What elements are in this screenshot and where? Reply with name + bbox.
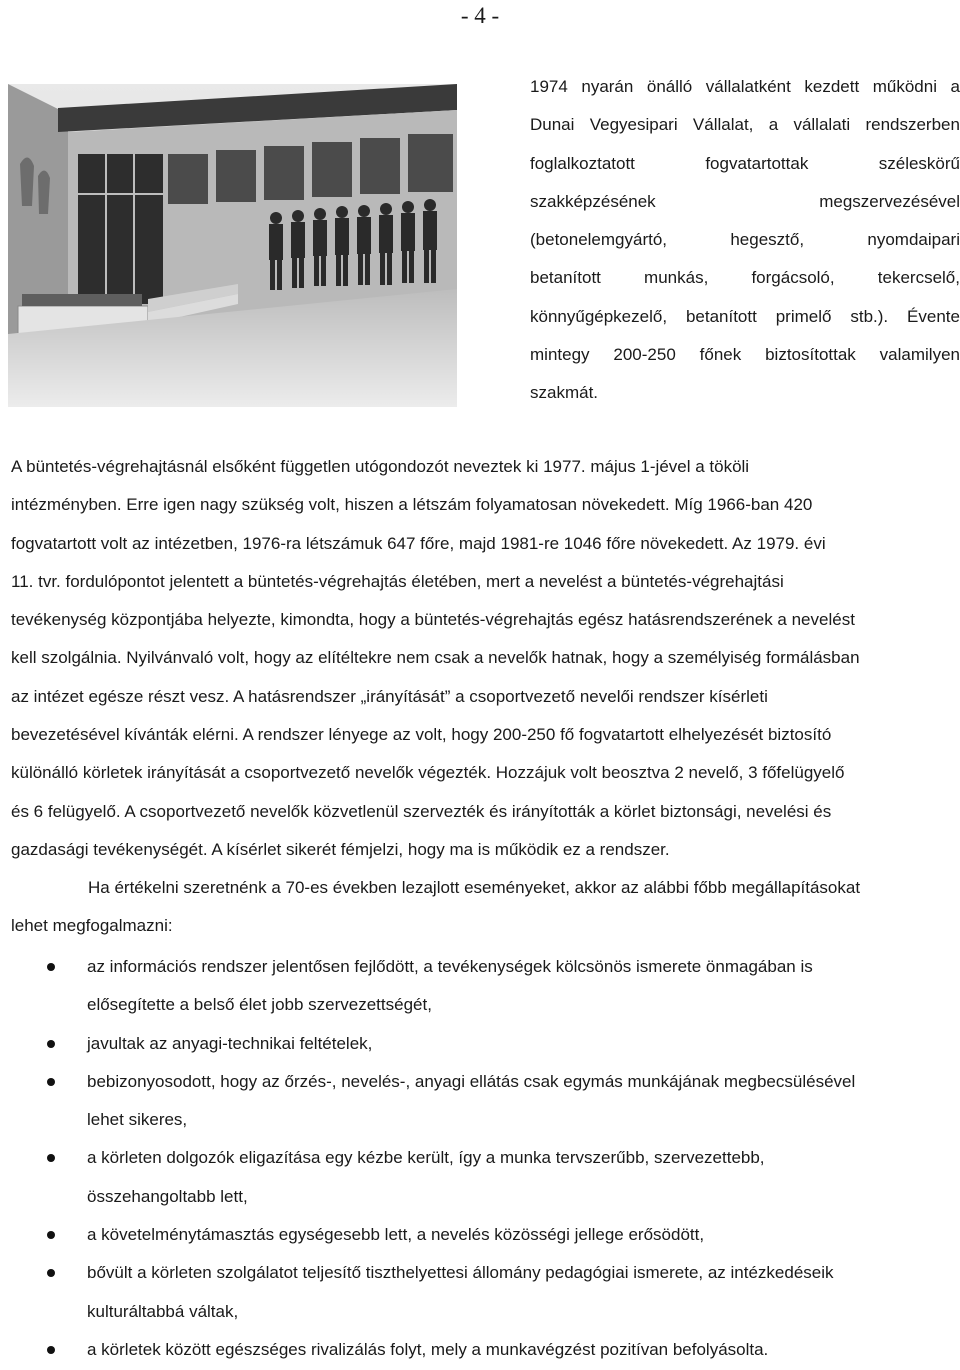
side-line — [530, 298, 960, 336]
intro-line: lehet megfogalmazni: — [11, 916, 173, 936]
side-line — [530, 259, 960, 297]
side-word: munkás, — [644, 268, 709, 288]
side-word: (betonelemgyártó, — [530, 230, 668, 250]
body-line: kell szolgálnia. Nyilvánvaló volt, hogy az elítéltekre nem csak a nevelők hatnak, hogy a személyiség formálásban — [11, 648, 860, 668]
side-word: Évente — [907, 306, 960, 326]
body-line: különálló körletek irányítását a csoportvezető nevelők végezték. Hozzájuk volt beosztva 2 nevelő, 3 főfelügyelő — [11, 763, 845, 783]
list-item — [0, 1254, 960, 1331]
side-word: stb.). — [850, 306, 889, 326]
bullet-icon — [47, 963, 55, 971]
body-line: és 6 felügyelő. A csoportvezető nevelők közvetlenül szervezték és irányították a körlet biztonsági, nevelési és — [11, 801, 832, 821]
side-word: szakképzésének — [530, 191, 656, 211]
list-item — [0, 1331, 960, 1369]
side-word: 1974 — [530, 77, 568, 96]
list-item-line: kulturáltabbá váltak, — [87, 1301, 239, 1321]
list-item-line: lehet sikeres, — [87, 1110, 188, 1130]
side-line — [530, 68, 960, 106]
side-word: széleskörű — [878, 153, 960, 173]
page-number: - 4 - — [460, 3, 500, 28]
side-word: forgácsoló, — [751, 268, 835, 288]
body-line: fogvatartott volt az intézetben, 1976-ra létszámuk 647 főre, majd 1981-re 1046 főre növekedett. Az 1979. évi — [11, 533, 826, 553]
list-item-line: összehangoltabb lett, — [87, 1186, 248, 1206]
bullet-icon — [47, 1078, 55, 1086]
side-word: működni — [872, 77, 937, 96]
side-word: mintegy — [530, 345, 590, 365]
body-line: 11. tvr. fordulópontot jelentett a büntetés-végrehajtás életében, mert a nevelést a büntetés-végrehajtási — [11, 571, 784, 591]
bullet-icon — [47, 1231, 55, 1239]
list-item-line: bebizonyosodott, hogy az őrzés-, nevelés-, anyagi ellátás csak egymás munkájának megbecsülésével — [87, 1071, 856, 1091]
side-word: rendszerben — [865, 115, 960, 135]
intro-paragraph — [11, 869, 960, 946]
body-line: A büntetés-végrehajtásnál elsőként független utógondozót neveztek ki 1977. május 1-jével a tököli — [11, 457, 750, 476]
list-item-line: az információs rendszer jelentősen fejlődött, a tevékenységek kölcsönös ismerete önmagában is — [87, 957, 813, 976]
side-line: szakmát. — [530, 383, 599, 403]
side-word: Vállalat, — [692, 115, 754, 135]
findings-list — [0, 948, 960, 1369]
side-word: foglalkoztatott — [530, 153, 635, 173]
intro-line: Ha értékelni szeretnénk a 70-es években lezajlott eseményeket, akkor az alábbi főbb megállapításokat — [88, 878, 861, 897]
bullet-icon — [47, 1269, 55, 1277]
body-line: az intézet egésze részt vesz. A hatásrendszer „irányítását” a csoportvezető nevelői rendszer kísérleti — [11, 686, 768, 706]
side-line — [530, 183, 960, 221]
side-word: nyomdaipari — [867, 230, 960, 250]
bullet-icon — [47, 1346, 55, 1354]
side-word: a — [950, 77, 960, 96]
body-line: gazdasági tevékenységét. A kísérlet sikerét fémjelzi, hogy ma is működik ez a rendszer. — [11, 839, 670, 859]
side-word: 200-250 — [613, 345, 676, 365]
side-line — [530, 145, 960, 183]
list-item-line: bővült a körleten szolgálatot teljesítő tiszthelyettesi állomány pedagógiai ismerete, az intézkedéseik — [87, 1263, 834, 1283]
side-word: betanított — [685, 306, 757, 326]
bullet-icon — [47, 1040, 55, 1048]
body-line: intézményben. Erre igen nagy szükség volt, hiszen a létszám folyamatosan növekedett. Míg 1966-ban 420 — [11, 495, 813, 515]
body-line: tevékenység központjába helyezte, kimondta, hogy a büntetés-végrehajtás egész hatásrendszerének a nevelést — [11, 610, 855, 630]
side-word: Dunai — [530, 115, 575, 135]
side-paragraph — [530, 68, 960, 413]
side-line — [530, 221, 960, 259]
list-item — [0, 1063, 960, 1140]
list-item — [0, 1025, 960, 1063]
building-photo — [8, 84, 457, 407]
side-word: könnyűgépkezelő, — [530, 306, 668, 326]
side-word: Vegyesipari — [589, 115, 678, 135]
list-item-line: elősegítette a belső élet jobb szervezettségét, — [87, 995, 432, 1015]
side-word: megszervezésével — [819, 191, 960, 211]
side-word: vállalatként — [705, 77, 791, 96]
side-word: a — [768, 115, 779, 135]
side-word: kezdett — [804, 77, 860, 96]
side-word: vállalati — [793, 115, 851, 135]
side-word: nyarán — [581, 77, 634, 96]
side-word: főnek — [699, 345, 742, 365]
bullet-icon — [47, 1154, 55, 1162]
list-item — [0, 1139, 960, 1216]
side-word: tekercselő, — [877, 268, 960, 288]
side-word: önálló — [646, 77, 693, 96]
side-word: fogvatartottak — [705, 153, 809, 173]
list-item-line: a követelménytámasztás egységesebb lett, a nevelés közösségi jellege erősödött, — [87, 1225, 705, 1245]
body-line: bevezetésével kívánták elérni. A rendszer lényege az volt, hogy 200-250 fő fogvatartott elhelyezését biztosító — [11, 725, 832, 745]
side-word: primelő — [775, 306, 832, 326]
side-word: hegesztő, — [730, 230, 805, 250]
main-paragraph — [11, 448, 960, 869]
side-line — [530, 336, 960, 374]
list-item-line: javultak az anyagi-technikai feltételek, — [87, 1033, 373, 1053]
list-item-line: a körleten dolgozók eligazítása egy kézbe került, így a munka tervszerűbb, szervezettebb, — [87, 1148, 765, 1168]
side-line — [530, 106, 960, 144]
list-item — [0, 948, 960, 1025]
side-word: biztosítottak — [765, 345, 856, 365]
side-word: valamilyen — [879, 345, 960, 365]
side-word: betanított — [530, 268, 601, 288]
list-item-line: a körletek között egészséges rivalizálás folyt, mely a munkavégzést pozitívan befolyásolta. — [87, 1339, 769, 1359]
list-item — [0, 1216, 960, 1254]
